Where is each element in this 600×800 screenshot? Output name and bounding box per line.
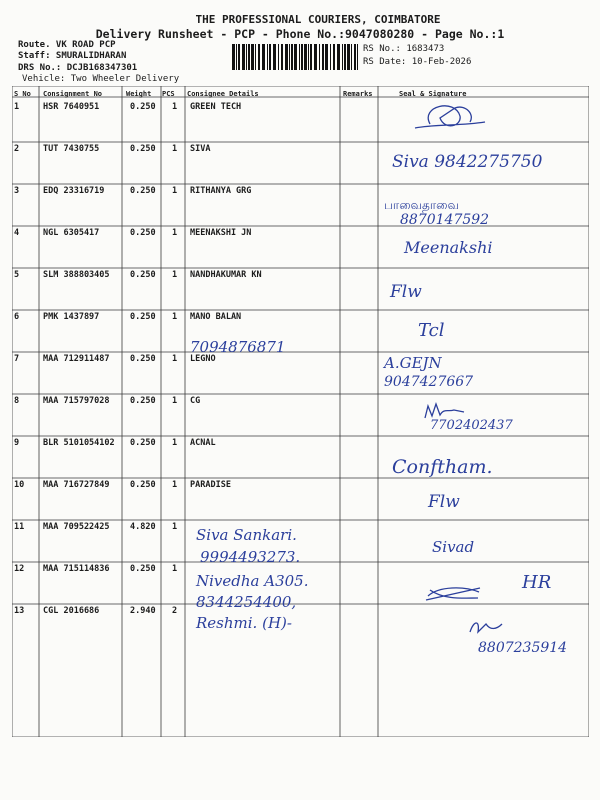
handwritten-sig-5: Flw <box>390 282 422 302</box>
cell-consignee: GREEN TECH <box>190 102 242 112</box>
cell-sno: 12 <box>14 564 25 574</box>
cell-pcs: 1 <box>172 270 178 280</box>
handwritten-sig-3a: பாவைதாவை <box>384 198 459 212</box>
cell-weight: 0.250 <box>130 480 156 490</box>
cell-consignment: SLM 388803405 <box>43 270 110 280</box>
runsheet-title: Delivery Runsheet - PCP - Phone No.:9047080280 - Page No.:1 <box>95 27 505 41</box>
cell-pcs: 1 <box>172 396 178 406</box>
barcode-bar <box>281 44 283 70</box>
barcode-bar <box>291 44 293 70</box>
barcode-bar <box>294 44 297 70</box>
cell-sno: 11 <box>14 522 25 532</box>
barcode <box>232 44 358 70</box>
barcode-bar <box>314 44 317 70</box>
vehicle-label: Vehicle: Two Wheeler Delivery <box>22 74 180 84</box>
barcode-bar <box>308 44 309 70</box>
cell-weight: 0.250 <box>130 270 156 280</box>
barcode-bar <box>351 44 352 70</box>
cell-weight: 0.250 <box>130 144 156 154</box>
handwritten-number-6: 7094876871 <box>190 338 286 356</box>
handwritten-sig-6: Tcl <box>418 320 445 341</box>
cell-consignee: SIVA <box>190 144 211 154</box>
cell-pcs: 1 <box>172 522 178 532</box>
company-title: THE PROFESSIONAL COURIERS, COIMBATORE <box>195 13 441 26</box>
barcode-bar <box>289 44 290 70</box>
cell-consignee: CG <box>190 396 201 406</box>
cell-pcs: 1 <box>172 438 178 448</box>
cell-pcs: 1 <box>172 312 178 322</box>
cell-weight: 4.820 <box>130 522 156 532</box>
signature-scribble-1 <box>400 96 490 136</box>
barcode-bar <box>236 44 237 70</box>
barcode-bar <box>322 44 324 70</box>
rs-date: RS Date: 10-Feb-2026 <box>363 57 472 67</box>
cell-consignment: PMK 1437897 <box>43 312 100 322</box>
cell-consignment: HSR 7640951 <box>43 102 100 112</box>
barcode-bar <box>238 44 240 70</box>
barcode-bar <box>251 44 254 70</box>
cell-weight: 0.250 <box>130 312 156 322</box>
barcode-bar <box>357 44 358 70</box>
handwritten-sig-10: Flw <box>428 492 460 512</box>
cell-pcs: 1 <box>172 228 178 238</box>
barcode-bar <box>333 44 335 70</box>
handwritten-sig-9: Conftham. <box>392 456 493 478</box>
barcode-bar <box>255 44 256 70</box>
cell-weight: 0.250 <box>130 396 156 406</box>
route-label: Route. VK ROAD PCP <box>18 40 116 50</box>
barcode-bar <box>337 44 340 70</box>
cell-weight: 0.250 <box>130 438 156 448</box>
handwritten-note-11a: Siva Sankari. <box>196 526 297 544</box>
cell-consignment: CGL 2016686 <box>43 606 100 616</box>
cell-pcs: 1 <box>172 144 178 154</box>
barcode-bar <box>273 44 276 70</box>
barcode-bar <box>269 44 271 70</box>
barcode-bar <box>242 44 245 70</box>
staff-label: Staff: SMURALIDHARAN <box>18 51 127 61</box>
cell-pcs: 1 <box>172 102 178 112</box>
cell-consignment: BLR 5101054102 <box>43 438 115 448</box>
cell-pcs: 1 <box>172 354 178 364</box>
cell-sno: 6 <box>14 312 20 322</box>
cell-consignment: MAA 716727849 <box>43 480 110 490</box>
cell-consignment: MAA 709522425 <box>43 522 110 532</box>
cell-consignment: EDQ 23316719 <box>43 186 105 196</box>
cell-consignee: NANDHAKUMAR KN <box>190 270 262 280</box>
barcode-bar <box>304 44 307 70</box>
cell-weight: 0.250 <box>130 354 156 364</box>
cell-sno: 1 <box>14 102 20 112</box>
col-header-seal: Seal & Signature <box>399 90 467 98</box>
handwritten-sig-12: HR <box>522 572 552 593</box>
cell-consignment: NGL 6305417 <box>43 228 100 238</box>
handwritten-note-12a: Nivedha A305. <box>196 572 309 590</box>
handwritten-sig-13: 8807235914 <box>478 640 568 656</box>
barcode-bar <box>246 44 247 70</box>
cell-consignee: MANO BALAN <box>190 312 242 322</box>
cell-weight: 0.250 <box>130 102 156 112</box>
cell-pcs: 1 <box>172 564 178 574</box>
cell-consignee: RITHANYA GRG <box>190 186 252 196</box>
barcode-bar <box>267 44 268 70</box>
cell-weight: 0.250 <box>130 228 156 238</box>
cell-sno: 3 <box>14 186 20 196</box>
drs-label: DRS No.: DCJB168347301 <box>18 63 138 73</box>
barcode-bar <box>344 44 346 70</box>
barcode-bar <box>258 44 260 70</box>
barcode-bar <box>285 44 288 70</box>
cell-weight: 0.250 <box>130 186 156 196</box>
cell-consignee: ACNAL <box>190 438 216 448</box>
barcode-bar <box>310 44 312 70</box>
handwritten-note-11b: 9994493273. <box>200 548 301 566</box>
cell-consignment: MAA 715114836 <box>43 564 110 574</box>
handwritten-sig-11: Sivad <box>432 538 475 556</box>
col-header-sno: S No <box>14 90 31 98</box>
handwritten-sig-3b: 8870147592 <box>400 212 490 228</box>
col-header-consignee: Consignee Details <box>187 90 259 98</box>
cell-sno: 8 <box>14 396 20 406</box>
handwritten-sig-7a: A.GEJN <box>384 354 442 372</box>
barcode-bar <box>347 44 350 70</box>
barcode-bar <box>325 44 328 70</box>
rs-number: RS No.: 1683473 <box>363 44 445 54</box>
cell-consignment: TUT 7430755 <box>43 144 100 154</box>
handwritten-sig-4: Meenakshi <box>404 238 493 257</box>
cell-sno: 5 <box>14 270 20 280</box>
cell-pcs: 2 <box>172 606 178 616</box>
barcode-bar <box>301 44 303 70</box>
barcode-bar <box>354 44 356 70</box>
barcode-bar <box>299 44 300 70</box>
cell-pcs: 1 <box>172 480 178 490</box>
barcode-bar <box>342 44 343 70</box>
handwritten-sig-8: 7702402437 <box>430 418 513 433</box>
col-header-weight: Weight <box>126 90 152 98</box>
col-header-remarks: Remarks <box>343 90 373 98</box>
barcode-bar <box>262 44 265 70</box>
barcode-bar <box>248 44 250 70</box>
barcode-bar <box>330 44 331 70</box>
barcode-bar <box>278 44 279 70</box>
cell-consignment: MAA 715797028 <box>43 396 110 406</box>
barcode-bar <box>319 44 320 70</box>
cell-consignee: LEGNO <box>190 354 216 364</box>
col-header-pcs: PCS <box>162 90 175 98</box>
cell-sno: 9 <box>14 438 20 448</box>
cell-weight: 0.250 <box>130 564 156 574</box>
signature-scribble-13 <box>466 616 506 638</box>
handwritten-sig-2: Siva 9842275750 <box>392 152 543 172</box>
cell-consignee: PARADISE <box>190 480 231 490</box>
cell-consignee: MEENAKSHI JN <box>190 228 252 238</box>
cell-pcs: 1 <box>172 186 178 196</box>
cell-sno: 10 <box>14 480 25 490</box>
barcode-bar <box>232 44 235 70</box>
cell-sno: 13 <box>14 606 25 616</box>
handwritten-note-13: Reshmi. (H)- <box>196 614 292 632</box>
signature-scribble-12 <box>424 582 484 604</box>
cell-sno: 2 <box>14 144 20 154</box>
cell-sno: 4 <box>14 228 20 238</box>
handwritten-note-12b: 8344254400, <box>196 593 297 611</box>
cell-weight: 2.940 <box>130 606 156 616</box>
handwritten-sig-7b: 9047427667 <box>384 374 474 390</box>
col-header-consignment: Consignment No <box>43 90 103 98</box>
cell-consignment: MAA 712911487 <box>43 354 110 364</box>
cell-sno: 7 <box>14 354 20 364</box>
